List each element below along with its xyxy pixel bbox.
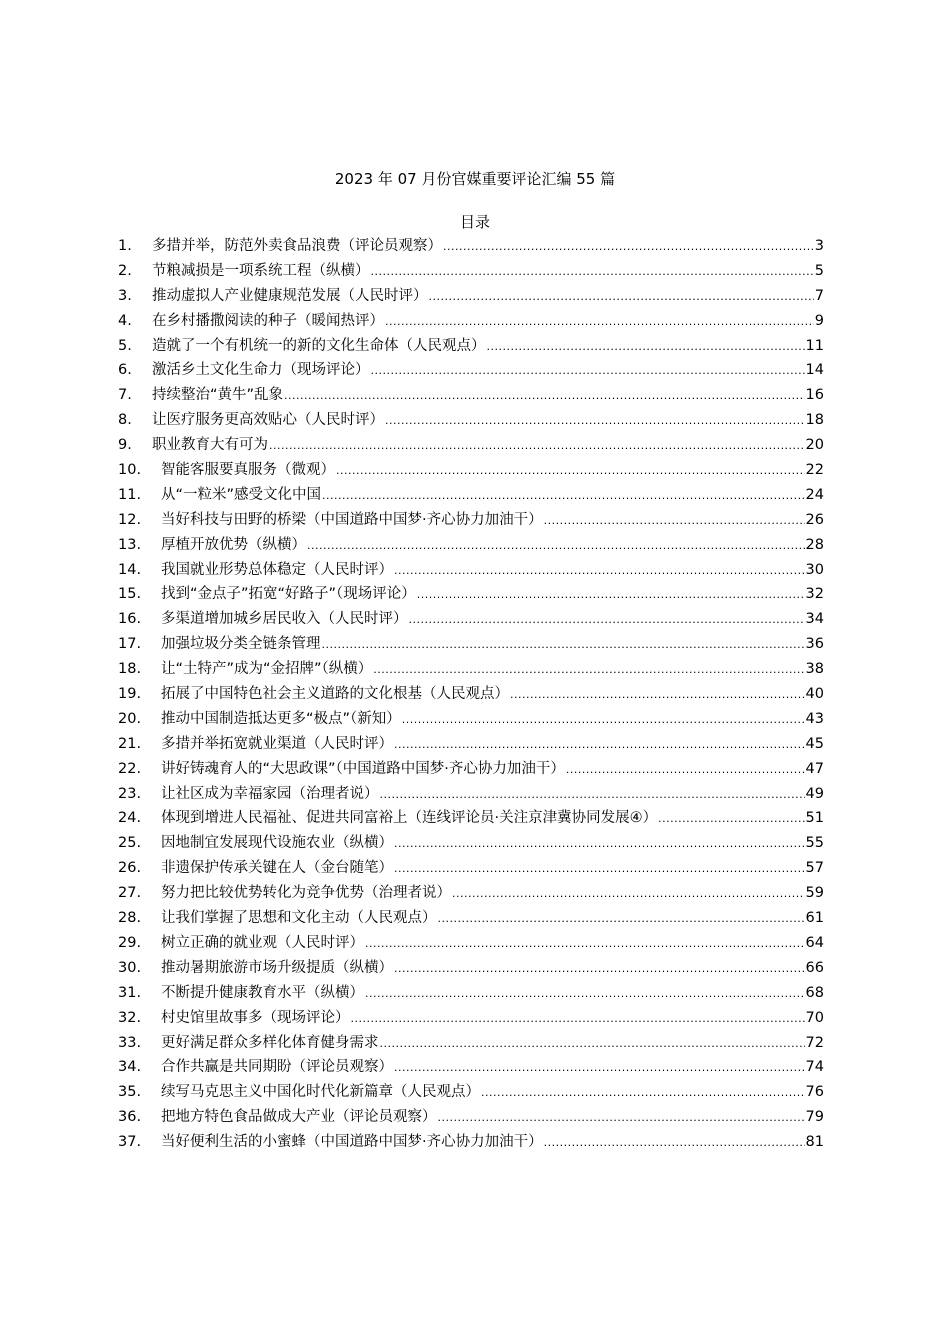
toc-entry-title: 多措并举拓宽就业渠道（人民时评） (161, 735, 393, 752)
toc-entry[interactable] (118, 632, 824, 657)
toc-dot-leader (544, 1130, 805, 1156)
toc-entry-number: 17. (118, 636, 142, 653)
toc-entry-page-number: 22 (805, 462, 824, 479)
toc-entry[interactable] (118, 732, 824, 757)
toc-entry-title: 从“一粒米”感受文化中国 (161, 486, 322, 503)
toc-dot-leader (385, 309, 814, 335)
toc-dot-leader (417, 582, 805, 608)
toc-entry-title: 让社区成为幸福家园（治理者说） (161, 785, 379, 802)
toc-entry-page-number: 36 (805, 636, 824, 653)
toc-entry-title: 当好科技与田野的桥梁（中国道路中国梦·齐心协力加油干） (161, 511, 543, 528)
toc-entry[interactable] (118, 1080, 824, 1105)
toc-entry-title: 推动暑期旅游市场升级提质（纵横） (161, 959, 393, 976)
toc-dot-leader (566, 757, 805, 783)
toc-entry-title: 持续整治“黄牛”乱象 (152, 387, 284, 404)
toc-dot-leader (394, 956, 805, 982)
toc-entry-number: 36. (118, 1109, 142, 1126)
toc-entry[interactable] (118, 607, 824, 632)
toc-entry-title: 激活乡土文化生命力（现场评论） (152, 362, 370, 379)
toc-entry[interactable] (118, 558, 824, 583)
toc-entry-title: 让我们掌握了思想和文化主动（人民观点） (161, 910, 437, 927)
toc-dot-leader (380, 1031, 805, 1057)
toc-entry[interactable] (118, 881, 824, 906)
toc-entry-number: 35. (118, 1084, 142, 1101)
toc-dot-leader (371, 259, 814, 285)
toc-dot-leader (544, 508, 805, 534)
toc-entry-page-number: 18 (805, 412, 824, 429)
toc-entry-number: 23. (118, 785, 142, 802)
toc-entry-number: 3. (118, 287, 132, 304)
toc-entry-number: 10. (118, 462, 142, 479)
toc-heading: 目录 (459, 213, 490, 231)
toc-entry-title: 因地制宜发展现代设施农业（纵横） (161, 835, 393, 852)
toc-entry-page-number: 59 (805, 885, 824, 902)
toc-entry[interactable] (118, 782, 824, 807)
toc-entry[interactable] (118, 334, 824, 359)
toc-entry-title: 我国就业形势总体稳定（人民时评） (161, 561, 393, 578)
toc-entry[interactable] (118, 483, 824, 508)
toc-entry-page-number: 68 (805, 984, 824, 1001)
toc-entry-page-number: 9 (814, 312, 824, 329)
toc-entry-number: 25. (118, 835, 142, 852)
toc-entry-title: 拓展了中国特色社会主义道路的文化根基（人民观点） (161, 686, 509, 703)
toc-entry-title: 推动中国制造抵达更多“极点”（新知） (161, 710, 401, 727)
toc-entry[interactable] (118, 582, 824, 607)
toc-entry-title: 多渠道增加城乡居民收入（人民时评） (161, 611, 408, 628)
toc-dot-leader (438, 906, 805, 932)
toc-entry-number: 13. (118, 536, 142, 553)
toc-entry[interactable] (118, 508, 824, 533)
toc-entry-title: 智能客服要真服务（微观） (161, 462, 335, 479)
toc-entry-number: 4. (118, 312, 132, 329)
toc-entry-title: 造就了一个有机统一的新的文化生命体（人民观点） (152, 337, 486, 354)
toc-entry[interactable] (118, 956, 824, 981)
toc-entry-page-number: 51 (805, 810, 824, 827)
toc-entry-number: 29. (118, 934, 142, 951)
toc-dot-leader (322, 483, 805, 509)
toc-entry[interactable] (118, 458, 824, 483)
toc-entry-number: 2. (118, 262, 132, 279)
toc-entry-page-number: 76 (805, 1084, 824, 1101)
toc-entry-page-number: 34 (805, 611, 824, 628)
toc-entry[interactable] (118, 856, 824, 881)
toc-entry[interactable] (118, 1031, 824, 1056)
toc-entry[interactable] (118, 707, 824, 732)
toc-entry-number: 27. (118, 885, 142, 902)
toc-entry-page-number: 28 (805, 536, 824, 553)
toc-dot-leader (394, 856, 805, 882)
toc-dot-leader (371, 358, 805, 384)
toc-entry-number: 16. (118, 611, 142, 628)
toc-entry-page-number: 32 (805, 586, 824, 603)
toc-dot-leader (394, 732, 805, 758)
toc-entry-number: 26. (118, 860, 142, 877)
toc-entry[interactable] (118, 1006, 824, 1031)
toc-entry-title: 讲好铸魂育人的“大思政课”（中国道路中国梦·齐心协力加油干） (161, 760, 565, 777)
toc-entry-page-number: 43 (805, 710, 824, 727)
toc-entry-number: 18. (118, 661, 142, 678)
toc-entry[interactable] (118, 284, 824, 309)
toc-dot-leader (487, 334, 805, 360)
toc-dot-leader (284, 383, 805, 409)
toc-entry-title: 非遗保护传承关键在人（金台随笔） (161, 860, 393, 877)
toc-entry[interactable] (118, 433, 824, 458)
document-title: 2023 年 07 月份官媒重要评论汇编 55 篇 (334, 170, 616, 188)
toc-entry-page-number: 3 (814, 238, 824, 254)
toc-entry-page-number: 61 (805, 910, 824, 927)
toc-entry-page-number: 55 (805, 835, 824, 852)
toc-entry[interactable] (118, 981, 824, 1006)
toc-entry[interactable] (118, 931, 824, 956)
toc-entry-number: 28. (118, 910, 142, 927)
toc-dot-leader (365, 981, 805, 1007)
toc-dot-leader (409, 607, 805, 633)
toc-entry-number: 12. (118, 511, 142, 528)
toc-dot-leader (269, 433, 805, 459)
toc-entry[interactable] (118, 1105, 824, 1130)
toc-entry-title: 找到“金点子”拓宽“好路子”（现场评论） (161, 586, 416, 603)
toc-entry-title: 厚植开放优势（纵横） (161, 536, 306, 553)
toc-dot-leader (438, 1105, 805, 1131)
toc-entry[interactable] (118, 533, 824, 558)
toc-entry[interactable] (118, 657, 824, 682)
toc-dot-leader (402, 707, 805, 733)
toc-entry-page-number: 49 (805, 785, 824, 802)
toc-entry-title: 多措并举，防范外卖食品浪费（评论员观察） (152, 238, 442, 254)
toc-dot-leader (322, 632, 805, 658)
toc-entry-number: 11. (118, 486, 142, 503)
toc-entry-title: 当好便利生活的小蜜蜂（中国道路中国梦·齐心协力加油干） (161, 1134, 543, 1151)
toc-dot-leader (443, 234, 814, 260)
toc-entry-page-number: 26 (805, 511, 824, 528)
toc-dot-leader (658, 806, 804, 832)
toc-entry-title: 合作共赢是共同期盼（评论员观察） (161, 1059, 393, 1076)
toc-entry-page-number: 5 (814, 262, 824, 279)
toc-entry-number: 6. (118, 362, 132, 379)
toc-entry-title: 加强垃圾分类全链条管理 (161, 636, 321, 653)
toc-entry-number: 37. (118, 1134, 142, 1151)
toc-entry-page-number: 70 (805, 1009, 824, 1026)
toc-entry-title: 体现到增进人民福祉、促进共同富裕上（连线评论员·关注京津冀协同发展④） (161, 810, 658, 827)
toc-entry-number: 24. (118, 810, 142, 827)
toc-entry[interactable] (118, 1130, 824, 1155)
toc-entry-number: 8. (118, 412, 132, 429)
toc-entry-number: 22. (118, 760, 142, 777)
toc-dot-leader (394, 1055, 805, 1081)
toc-entry-title: 推动虚拟人产业健康规范发展（人民时评） (152, 287, 428, 304)
toc-entry-number: 21. (118, 735, 142, 752)
toc-entry-title: 把地方特色食品做成大产业（评论员观察） (161, 1109, 437, 1126)
toc-entry-page-number: 64 (805, 934, 824, 951)
toc-entry-page-number: 47 (805, 760, 824, 777)
toc-entry-title: 不断提升健康教育水平（纵横） (161, 984, 364, 1001)
table-of-contents (118, 234, 824, 1155)
toc-entry-title: 更好满足群众多样化体育健身需求 (161, 1034, 379, 1051)
toc-dot-leader (307, 533, 805, 559)
toc-dot-leader (385, 408, 805, 434)
toc-entry-title: 续写马克思主义中国化时代化新篇章（人民观点） (161, 1084, 480, 1101)
toc-entry-title: 树立正确的就业观（人民时评） (161, 934, 364, 951)
toc-entry[interactable] (118, 383, 824, 408)
toc-entry-number: 7. (118, 387, 132, 404)
toc-entry-number: 32. (118, 1009, 142, 1026)
toc-entry-page-number: 45 (805, 735, 824, 752)
toc-entry-number: 19. (118, 686, 142, 703)
toc-entry-page-number: 24 (805, 486, 824, 503)
toc-entry-number: 9. (118, 437, 132, 454)
toc-entry-page-number: 81 (805, 1134, 824, 1151)
toc-entry[interactable] (118, 408, 824, 433)
toc-entry-page-number: 30 (805, 561, 824, 578)
toc-dot-leader (351, 1006, 805, 1032)
toc-dot-leader (380, 782, 805, 808)
toc-dot-leader (481, 1080, 805, 1106)
toc-entry-number: 31. (118, 984, 142, 1001)
toc-entry-number: 33. (118, 1034, 142, 1051)
toc-dot-leader (373, 657, 804, 683)
toc-entry-page-number: 57 (805, 860, 824, 877)
toc-entry-title: 节粮减损是一项系统工程（纵横） (152, 262, 370, 279)
toc-dot-leader (452, 881, 805, 907)
toc-entry-page-number: 20 (805, 437, 824, 454)
toc-entry[interactable] (118, 234, 824, 259)
toc-entry-page-number: 79 (805, 1109, 824, 1126)
toc-entry[interactable] (118, 906, 824, 931)
toc-entry-title: 村史馆里故事多（现场评论） (161, 1009, 350, 1026)
toc-entry-page-number: 7 (814, 287, 824, 304)
toc-entry-number: 5. (118, 337, 132, 354)
toc-entry[interactable] (118, 309, 824, 334)
toc-entry-page-number: 40 (805, 686, 824, 703)
toc-entry-number: 30. (118, 959, 142, 976)
toc-dot-leader (394, 831, 805, 857)
toc-dot-leader (510, 682, 805, 708)
toc-entry-page-number: 14 (805, 362, 824, 379)
toc-entry-number: 20. (118, 710, 142, 727)
toc-entry-number: 34. (118, 1059, 142, 1076)
toc-entry-page-number: 11 (805, 337, 824, 354)
toc-entry-number: 1. (118, 238, 132, 254)
toc-entry-page-number: 38 (805, 661, 824, 678)
toc-entry[interactable] (118, 806, 824, 831)
toc-entry[interactable] (118, 1055, 824, 1080)
toc-entry[interactable] (118, 682, 824, 707)
toc-entry-number: 14. (118, 561, 142, 578)
toc-entry-number: 15. (118, 586, 142, 603)
toc-entry[interactable] (118, 757, 824, 782)
toc-entry-title: 让“土特产”成为“金招牌”（纵横） (161, 661, 373, 678)
toc-dot-leader (336, 458, 805, 484)
toc-entry-page-number: 74 (805, 1059, 824, 1076)
toc-entry[interactable] (118, 358, 824, 383)
toc-entry-title: 在乡村播撒阅读的种子（暖闻热评） (152, 312, 384, 329)
toc-entry-page-number: 72 (805, 1034, 824, 1051)
toc-entry-title: 让医疗服务更高效贴心（人民时评） (152, 412, 384, 429)
toc-entry-title: 努力把比较优势转化为竞争优势（治理者说） (161, 885, 451, 902)
toc-entry[interactable] (118, 259, 824, 284)
toc-dot-leader (394, 558, 805, 584)
toc-dot-leader (365, 931, 805, 957)
toc-entry[interactable] (118, 831, 824, 856)
toc-entry-page-number: 66 (805, 959, 824, 976)
toc-entry-page-number: 16 (805, 387, 824, 404)
toc-entry-title: 职业教育大有可为 (152, 437, 268, 454)
toc-dot-leader (429, 284, 814, 310)
